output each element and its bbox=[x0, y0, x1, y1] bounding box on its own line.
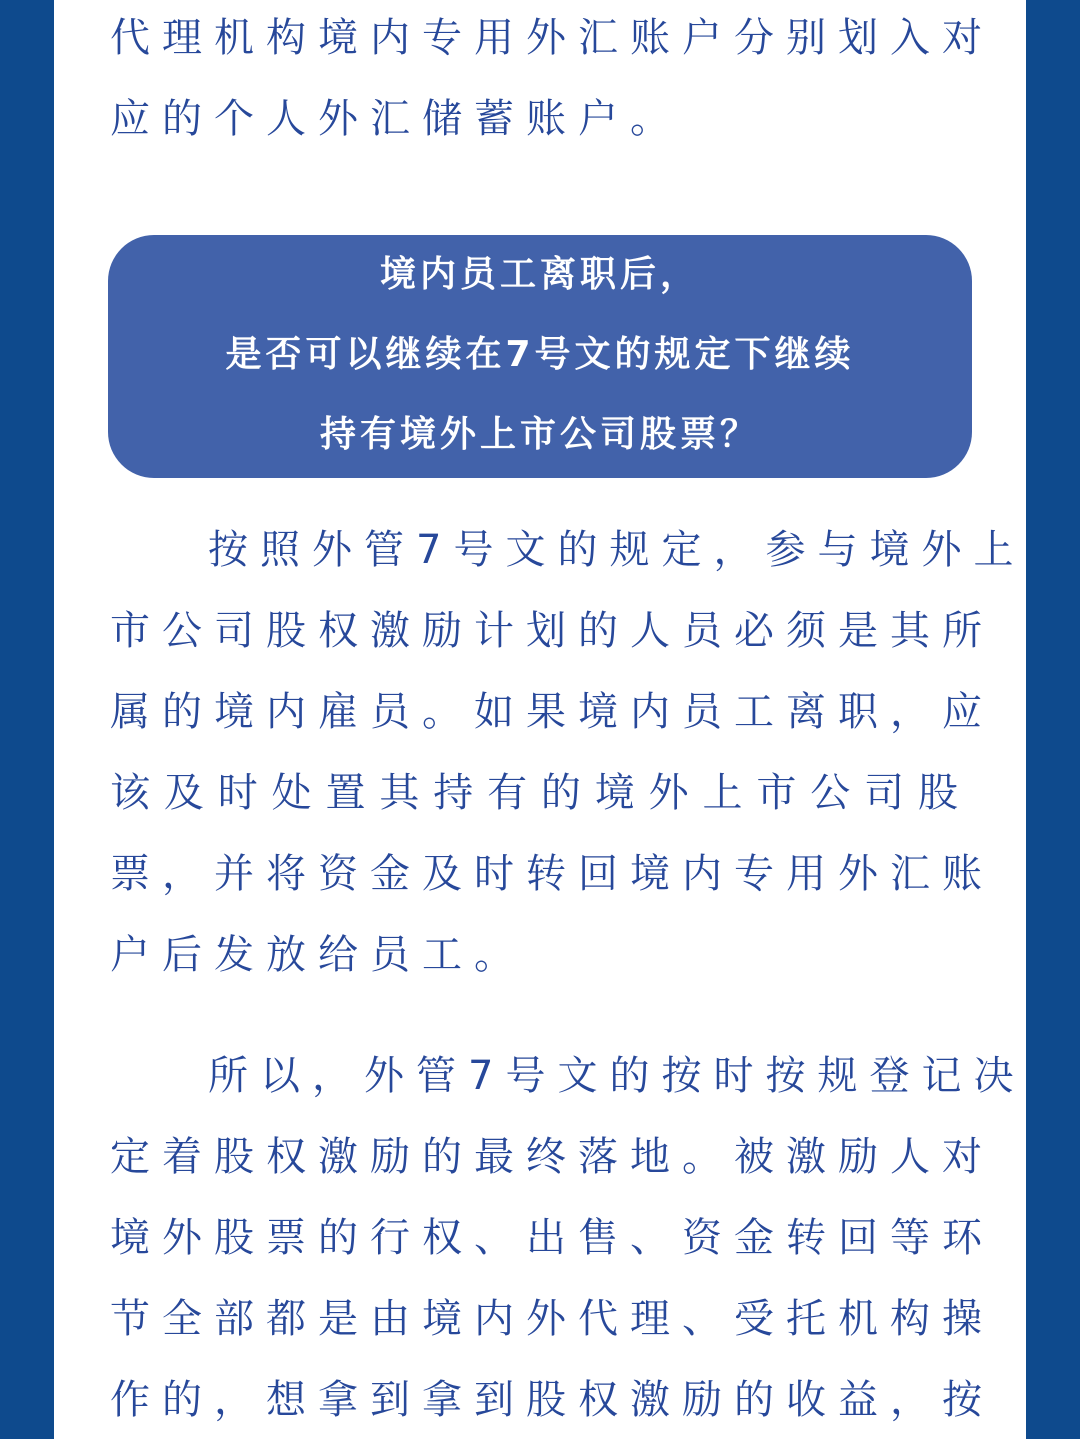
conclusion-line-3: 境外股票的行权、出售、资金转回等环 bbox=[110, 1215, 994, 1261]
answer-line-6: 户后发放给员工。 bbox=[110, 932, 526, 978]
article-sheet bbox=[54, 0, 1026, 1439]
conclusion-line-4: 节全部都是由境内外代理、受托机构操 bbox=[110, 1296, 994, 1342]
question-line-2: 是否可以继续在7号文的规定下继续 bbox=[225, 334, 855, 375]
intro-line-2: 应的个人外汇储蓄账户。 bbox=[110, 96, 682, 142]
intro-line-1: 代理机构境内专用外汇账户分别划入对 bbox=[110, 15, 994, 61]
answer-line-3: 属的境内雇员。如果境内员工离职，应 bbox=[110, 689, 994, 735]
conclusion-line-1: 所以，外管7号文的按时按规登记决 bbox=[208, 1053, 1026, 1099]
conclusion-line-5: 作的，想拿到拿到股权激励的收益，按 bbox=[110, 1377, 994, 1423]
question-box bbox=[108, 235, 972, 478]
question-line-1: 境内员工离职后， bbox=[379, 254, 700, 295]
conclusion-line-2: 定着股权激励的最终落地。被激励人对 bbox=[110, 1134, 994, 1180]
answer-line-2: 市公司股权激励计划的人员必须是其所 bbox=[110, 608, 994, 654]
intro-paragraph bbox=[110, 0, 994, 160]
answer-line-5: 票，并将资金及时转回境内专用外汇账 bbox=[110, 851, 994, 897]
answer-line-4: 该及时处置其持有的境外上市公司股 bbox=[110, 770, 970, 816]
answer-paragraph bbox=[110, 510, 1026, 996]
conclusion-paragraph bbox=[110, 1036, 1026, 1439]
answer-line-1: 按照外管7号文的规定，参与境外上 bbox=[208, 527, 1026, 573]
question-line-3: 持有境外上市公司股票？ bbox=[319, 414, 760, 455]
